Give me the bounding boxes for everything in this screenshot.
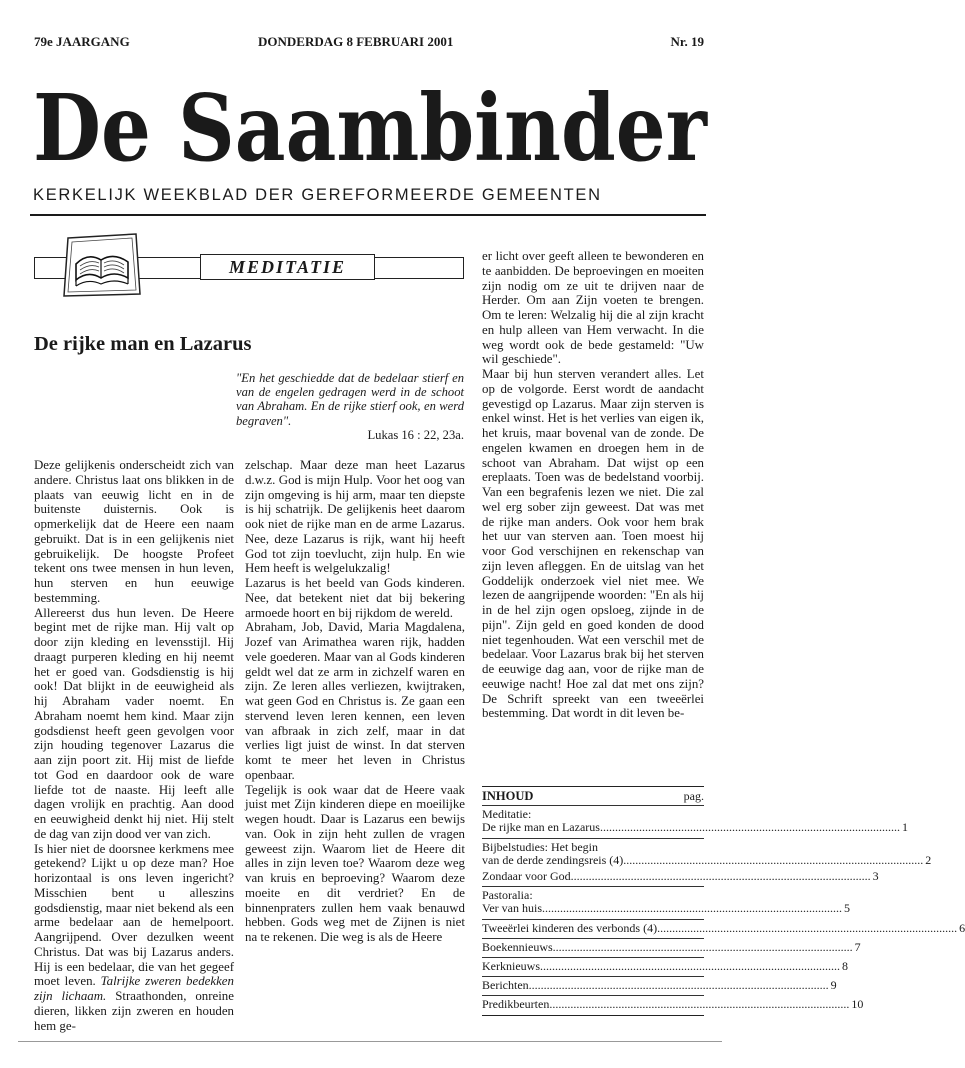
paragraph: Maar bij hun sterven verandert alles. Let op de volgorde. Eerst wordt de aandacht gevestigd op Lazarus. Maar zijn sterven is enkel winst. Het is het verlies van eigen ik, het kruis, maar bovenal van de zonde. De engelen kwamen en droegen hem in de schoot van Abraham. Dat wijst op een ereplaats. Toen was de bedelstand voorbij. Van een begrafenis lezen we niet. Die zal wel erg sober zijn geweest. Dat was met de rijke man anders. Ook voor hem brak het uur van sterven aan. Toen moest hij voor God verschijnen en rekenschap van zijn leven afleggen. En de uitslag van het Goddelijk onderzoek viel niet mee. We lezen de aangrijpende woorden: "En als hij in de hel zijn ogen opsloeg, zijnde in de pijn". Zijn geld en goed konden de dood niet tegenhouden. Wat een verschil met de bedelaar. Voor Lazarus brak bij het sterven de eeuwige dag aan, voor de rijke man de eeuwige nacht! Hoe zal dat met ons zijn? De Schrift spreekt van een tweeërlei bestemming. Dat wordt in dit leven be- [482,367,704,721]
toc-entry-page: 1 [901,820,908,835]
open-book-icon [60,232,142,298]
toc-entry-title: Berichten [482,978,529,993]
paragraph [34,842,234,1034]
toc-entry[interactable] [482,976,837,995]
toc-entry-page: 10 [851,997,864,1012]
paragraph-text: Straathonden, onreine dieren, likken zijn zweren en houden hem ge- [34,989,234,1033]
toc-entry[interactable] [482,919,965,938]
toc-entry-page: 6 [959,920,965,935]
toc-entry-page: 3 [872,869,879,884]
paragraph: Lazarus is het beeld van Gods kinderen. Nee, dat betekent niet dat bij bekering armoede hoort en bij rijkdom de wereld. [245,576,465,620]
paragraph: Deze gelijkenis onderscheidt zich van andere. Christus laat ons blikken in de plaats van eeuwig licht en in de buitenste duisternis. Ook is opmerkelijk dat de Heere een naam gebruikt. Dat is in een gelijkenis niet gebruikelijk. De hoogste Profeet tekent ons twee mensen in hun leven, hun sterven en hun eeuwige bestemming. [34,458,234,605]
toc-header [482,787,704,805]
toc-entry[interactable] [482,838,932,870]
toc-entry[interactable] [482,957,848,976]
article-title: De rijke man en Lazarus [34,333,252,355]
table-of-contents [482,786,965,1016]
toc-entry-category: Meditatie: [482,807,532,822]
page-bottom-rule [18,1041,722,1042]
toc-entry-title: Zondaar voor God [482,869,571,884]
toc-entry[interactable] [482,869,879,886]
volume-label: 79e JAARGANG [34,34,130,49]
paragraph: zelschap. Maar deze man heet Lazarus d.w.z. God is mijn Hulp. Voor het oog van zijn omgeving is hij arm, maar ten diepste is hij schatrijk. De gelijkenis heet daarom ook niet de rijke man en de arme Lazarus. Nee, deze Lazarus is rijk, want hij heeft God tot zijn toevlucht, zijn hulp. En wie Hem heeft is welgelukzalig! [245,458,465,576]
toc-entry[interactable] [482,938,861,957]
article-column-2 [245,458,465,945]
issue-date: DONDERDAG 8 FEBRUARI 2001 [258,34,454,49]
toc-entry-category: Bijbelstudies: Het begin [482,839,598,854]
article-column-3 [482,249,704,721]
toc-entry[interactable] [482,805,908,837]
paragraph-text: Is hier niet de doorsnee kerkmens mee getekend? Lijkt u op deze man? Hoe horizontaal is ons leven ingericht? Misschien bent u alleszins godsdienstig, maar niet bekend als een arme bedelaar aan de hemelpoort. Aangrijpend. Over dezulken weent Christus. Dat was bij Lazarus anders. Hij is een bedelaar, die van het gegeef moet leven. [34,841,234,989]
paragraph: Abraham, Job, David, Maria Magdalena, Jozef van Arimathea waren rijk, hadden vele goederen. Maar van al Gods kinderen geldt wel dat ze arm in zichzelf waren en zijn. Ze leren alles verliezen, kwijtraken, wat geen God en Christus is. Ze gaan een stervend leven leren kennen, een leven van afbraak in zich zelf, maar in dat verlies ligt juist de winst. In dat sterven komt te meer het leven in Christus openbaar. [245,620,465,782]
toc-entry-title: Tweeërlei kinderen des verbonds (4) [482,920,658,935]
bible-quote [236,371,464,442]
masthead-rule [30,214,706,216]
paragraph: er licht over geeft alleen te bewonderen en te aanbidden. De beproevingen en moeiten zijn nodig om ze uit te drijven naar de Herder. Om aan Zijn voeten te brengen. Om te leren: Welzalig hij die al zijn kracht en hulp alleen van Hem verwacht. In die weg wordt ook de bede gestameld: "Uw wil geschiede". [482,249,704,367]
toc-entry-category: Pastoralia: [482,888,533,903]
toc-entry[interactable] [482,995,864,1014]
toc-entry-title: Boekennieuws [482,939,553,954]
article-column-1 [34,458,234,1033]
toc-entry-page: 5 [844,901,850,916]
toc-entry-title: Ver van huis [482,901,542,916]
toc-entry-title: Predikbeurten [482,997,550,1012]
bible-quote-reference: Lukas 16 : 22, 23a. [367,427,464,442]
toc-entry-title: De rijke man en Lazarus [482,820,600,835]
paragraph: Allereerst dus hun leven. De Heere begint met de rijke man. Hij valt op door zijn kleding en levensstijl. Hij draagt purperen kleding en hij neemt het er goed van. Godsdienstig is hij ook! Dat blijkt in de eeuwigheid als hij Abraham vader noemt. En Abraham noemt hem kind. Maar zijn godsdienst heeft geen gevolgen voor zijn houding tegenover Lazarus die aan zijn poort zit. Hij mist de liefde tot God en daardoor ook de ware liefde tot de naaste. Hij leeft alle dagen vrolijk en prachtig. Aan dood en eeuwigheid denkt hij niet. Hij stelt de dag van zijn dood ver van zich. [34,605,234,841]
toc-entry-page: 2 [925,852,932,867]
paragraph: Tegelijk is ook waar dat de Heere vaak juist met Zijn kinderen diepe en moeilijke wegen houdt. Daar is Lazarus een bewijs van. Ook in zijn heht zullen de vragen geweest zijn. Waarom liet de Heere dit alles in zijn leven toe? Waarom deze weg van kruis en beproeving? Waarom deze moeite en dit verdriet? En de binnenpraters zullen hem vaak benauwd hebben. Gods weg met de Zijnen is niet na te rekenen. Die weg is als de Heere [245,782,465,944]
masthead-title: De Saambinder [33,74,709,182]
bible-quote-text: "En het geschiedde dat de bedelaar stierf en van de engelen gedragen werd in de schoot van Abraham. En de rijke stierf ook, en werd begraven". [236,371,464,428]
masthead-subtitle: KERKELIJK WEEKBLAD DER GEREFORMEERDE GEMEENTEN [33,186,602,204]
toc-entry-page: 9 [830,978,837,993]
toc-entry-page: 7 [854,939,861,954]
toc-entry-page: 8 [841,959,848,974]
toc-page-heading: pag. [683,789,704,803]
toc-entry-title: Kerknieuws [482,959,540,974]
section-label: MEDITATIE [200,254,375,280]
toc-entry-title: van de derde zendingsreis (4) [482,852,624,867]
toc-heading: INHOUD [482,789,534,803]
italic-text: Talrijke zweren bedekken zijn lichaam. [34,974,234,1003]
toc-entry[interactable] [482,886,850,918]
issue-number: Nr. 19 [670,34,704,49]
masthead-logo [30,56,710,186]
